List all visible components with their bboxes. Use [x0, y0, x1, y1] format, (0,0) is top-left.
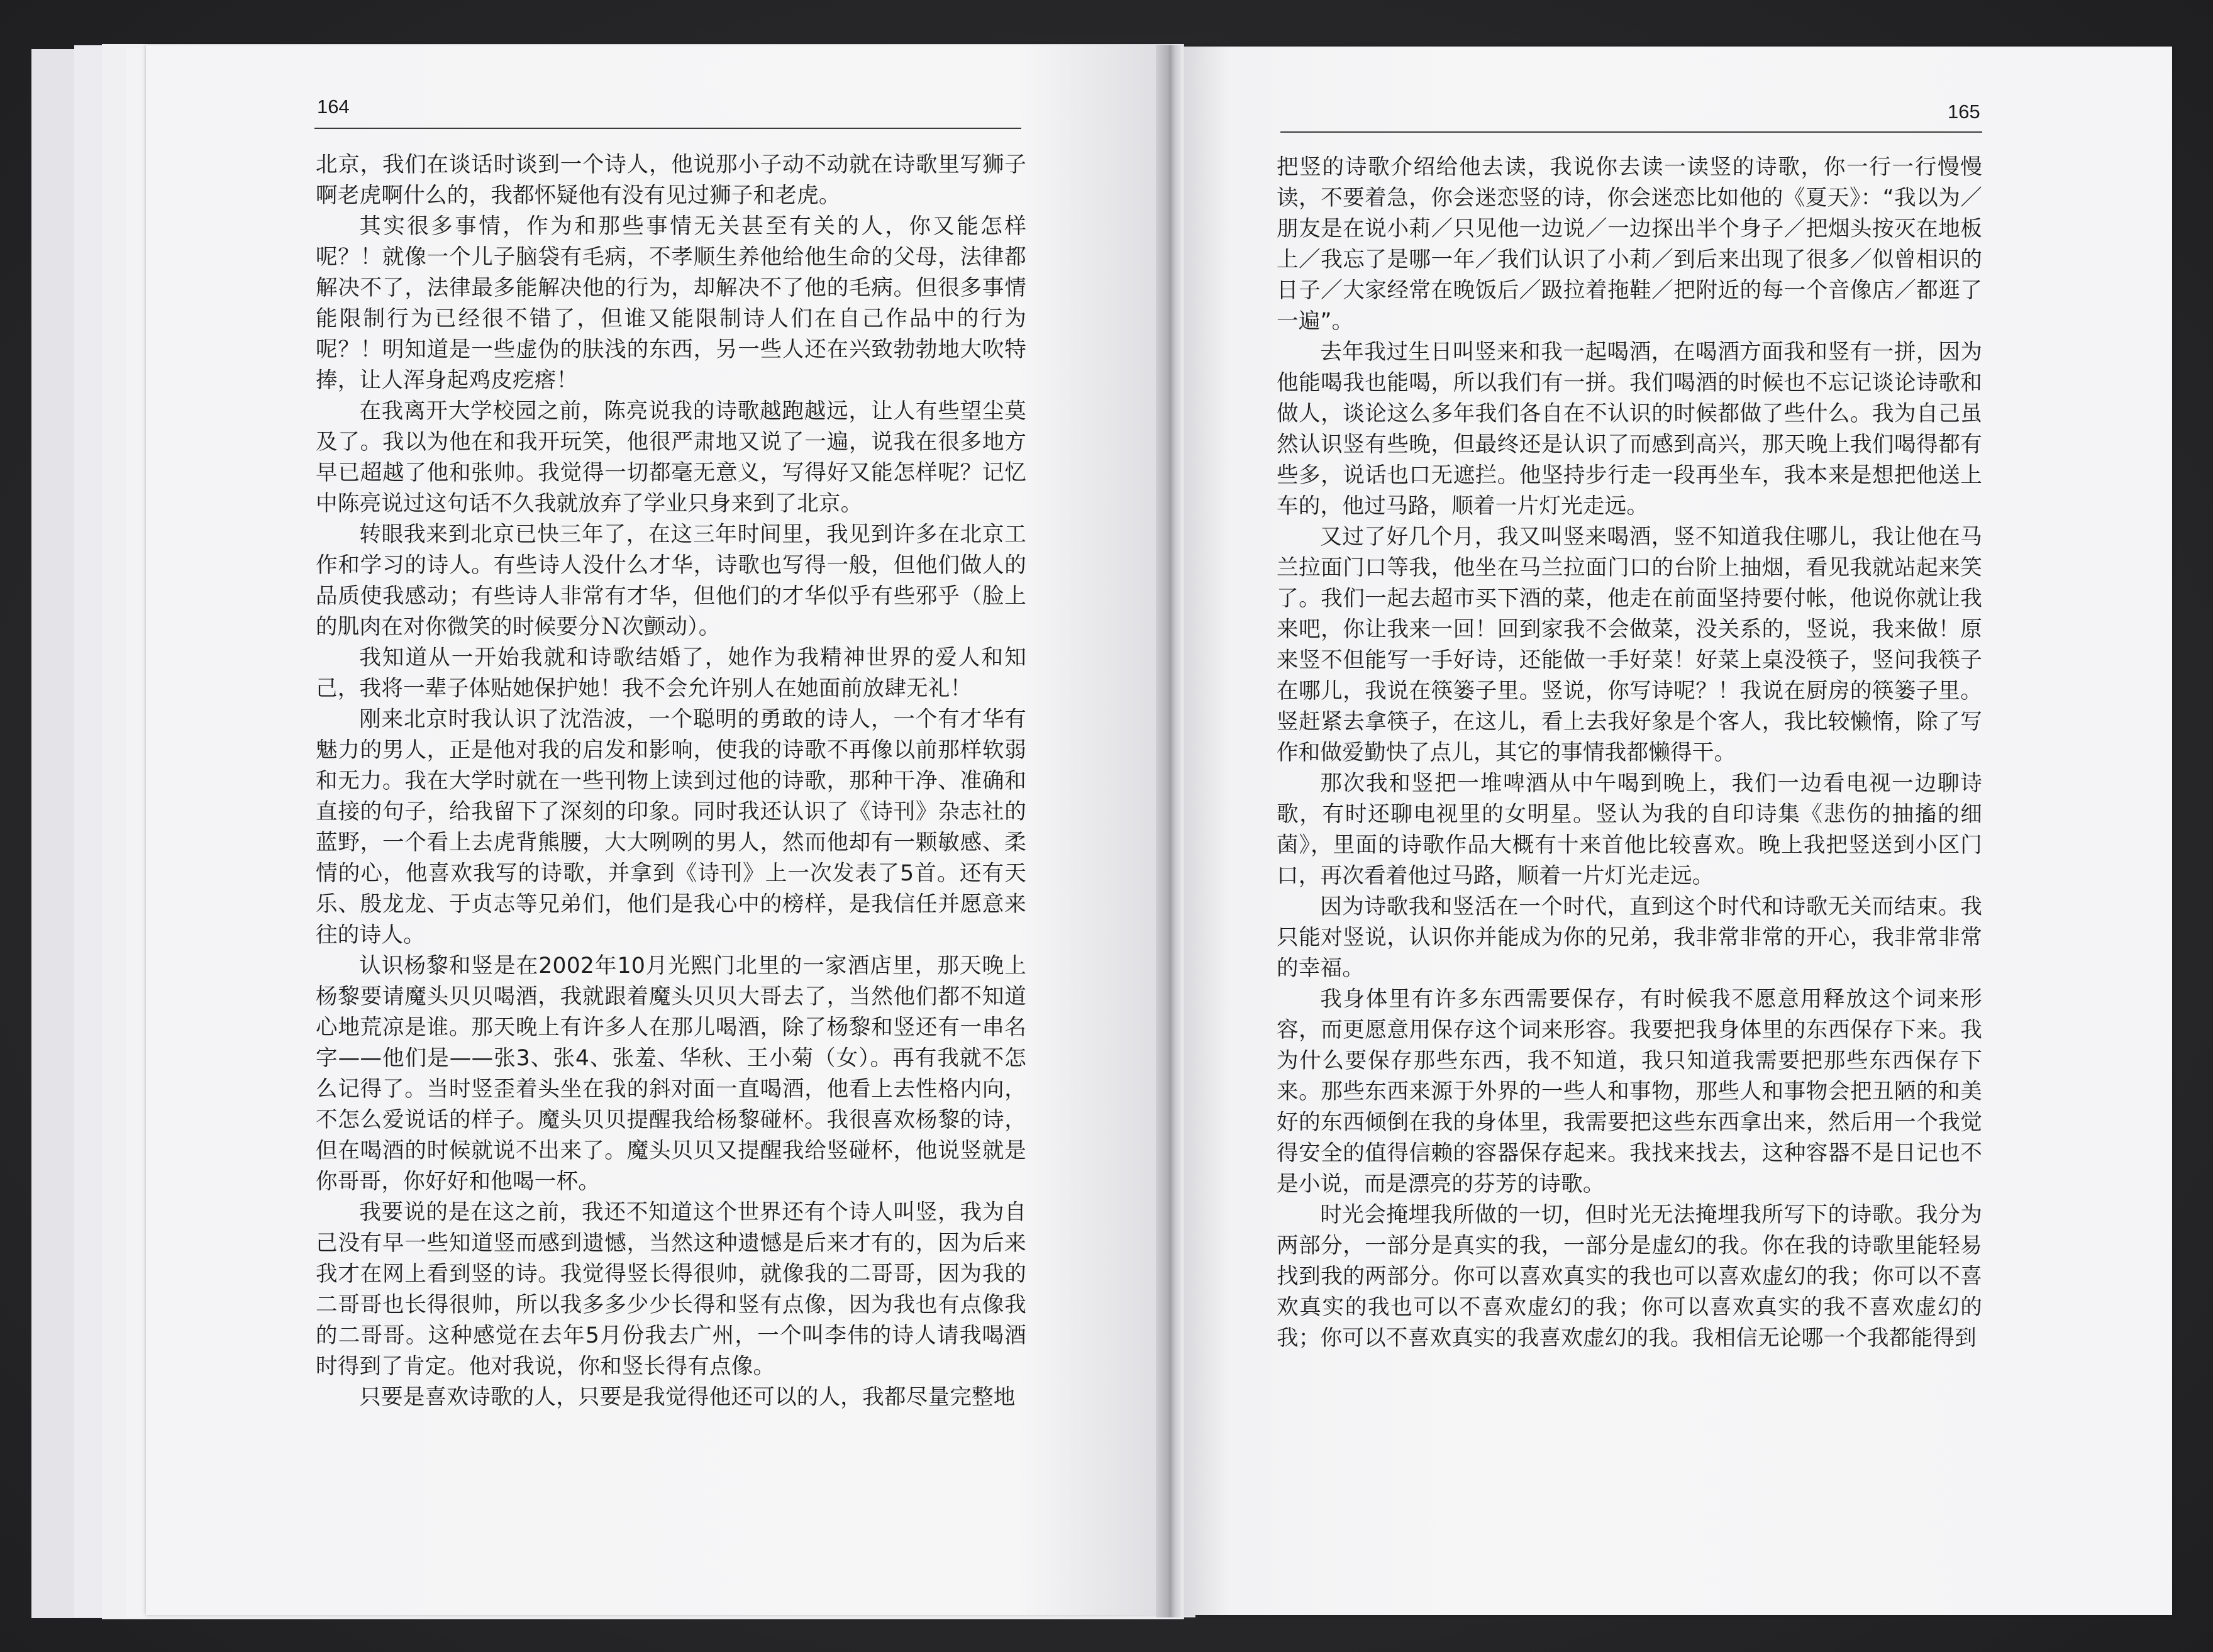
left-header-rule [314, 128, 1021, 129]
paragraph: 在我离开大学校园之前，陈亮说我的诗歌越跑越远，让人有些望尘莫及了。我以为他在和我开玩笑，他很严肃地又说了一遍，说我在很多地方早已超越了他和张帅。我觉得一切都毫无意义，写得好又能怎样呢？记忆中陈亮说过这句话不久我就放弃了学业只身来到了北京。 [316, 399, 1026, 516]
paragraph: 北京，我们在谈话时谈到一个诗人，他说那小子动不动就在诗歌里写狮子啊老虎啊什么的，我都怀疑他有没有见过狮子和老虎。 [316, 152, 1026, 208]
paragraph: 那次我和竖把一堆啤酒从中午喝到晚上，我们一边看电视一边聊诗歌，有时还聊电视里的女明星。竖认为我的自印诗集《悲伤的抽搐的细菌》，里面的诗歌作品大概有十来首他比较喜欢。晚上我把竖送到小区门口，再次看着他过马路，顺着一片灯光走远。 [1277, 771, 1982, 889]
paragraph: 认识杨黎和竖是在2002年10月光熙门北里的一家酒店里，那天晚上杨黎要请魔头贝贝喝酒，我就跟着魔头贝贝大哥去了，当然他们都不知道心地荒凉是谁。那天晚上有许多人在那儿喝酒，除了杨黎和竖还有一串名字——他们是——张3、张4、张羞、华秋、王小菊（女）。再有我就不怎么记得了。当时竖歪着头坐在我的斜对面一直喝酒，他看上去性格内向，不怎么爱说话的样子。魔头贝贝提醒我给杨黎碰杯。我很喜欢杨黎的诗，但在喝酒的时候就说不出来了。魔头贝贝又提醒我给竖碰杯，他说竖就是你哥哥，你好好和他喝一杯。 [316, 953, 1026, 1194]
paragraph: 转眼我来到北京已快三年了，在这三年时间里，我见到许多在北京工作和学习的诗人。有些诗人没什么才华，诗歌也写得一般，但他们做人的品质使我感动；有些诗人非常有才华，但他们的才华似乎有些邪乎（脸上的肌肉在对你微笑的时候要分Ｎ次颤动）。 [316, 522, 1026, 640]
paragraph: 只要是喜欢诗歌的人，只要是我觉得他还可以的人，我都尽量完整地 [359, 1385, 1016, 1410]
book-gutter [1156, 45, 1184, 1617]
left-page-number: 164 [317, 96, 350, 118]
paragraph: 去年我过生日叫竖来和我一起喝酒，在喝酒方面我和竖有一拼，因为他能喝我也能喝，所以我们有一拼。我们喝酒的时候也不忘记谈论诗歌和做人，谈论这么多年我们各自在不认识的时候都做了些什么。我为自己虽然认识竖有些晚，但最终还是认识了而感到高兴，那天晚上我们喝得都有些多，说话也口无遮拦。他坚持步行走一段再坐车，我本来是想把他送上车的，他过马路，顺着一片灯光走远。 [1277, 340, 1982, 519]
paragraph: 其实很多事情，作为和那些事情无关甚至有关的人，你又能怎样呢？！就像一个儿子脑袋有毛病，不孝顺生养他给他生命的父母，法律都解决不了，法律最多能解决他的行为，却解决不了他的毛病。但很多事情能限制行为已经很不错了，但谁又能限制诗人们在自己作品中的行为呢？！明知道是一些虚伪的肤浅的东西，另一些人还在兴致勃勃地大吹特捧，让人浑身起鸡皮疙瘩！ [316, 214, 1026, 393]
right-page-body [1277, 152, 1982, 1354]
right-page-number: 165 [1948, 101, 1980, 123]
right-header-rule [1280, 131, 1982, 133]
paragraph: 把竖的诗歌介绍给他去读，我说你去读一读竖的诗歌，你一行一行慢慢读，不要着急，你会迷恋竖的诗，你会迷恋比如他的《夏天》：“我以为／朋友是在说小莉／只见他一边说／一边探出半个身子／把烟头按灭在地板上／我忘了是哪一年／我们认识了小莉／到后来出现了很多／似曾相识的日子／大家经常在晚饭后／趿拉着拖鞋／把附近的每一个音像店／都逛了一遍”。 [1277, 155, 1982, 334]
paragraph: 刚来北京时我认识了沈浩波，一个聪明的勇敢的诗人，一个有才华有魅力的男人，正是他对我的启发和影响，使我的诗歌不再像以前那样软弱和无力。我在大学时就在一些刊物上读到过他的诗歌，那种干净、准确和直接的句子，给我留下了深刻的印象。同时我还认识了《诗刊》杂志社的蓝野，一个看上去虎背熊腰，大大咧咧的男人，然而他却有一颗敏感、柔情的心，他喜欢我写的诗歌，并拿到《诗刊》上一次发表了5首。还有天乐、殷龙龙、于贞志等兄弟们，他们是我心中的榜样，是我信任并愿意来往的诗人。 [316, 707, 1026, 948]
paragraph: 我要说的是在这之前，我还不知道这个世界还有个诗人叫竖，我为自己没有早一些知道竖而感到遗憾，当然这种遗憾是后来才有的，因为后来我才在网上看到竖的诗。我觉得竖长得很帅，就像我的二哥哥，因为我的二哥哥也长得很帅，所以我多多少少长得和竖有点像，因为我也有点像我的二哥哥。这种感觉在去年5月份我去广州，一个叫李伟的诗人请我喝酒时得到了肯定。他对我说，你和竖长得有点像。 [316, 1200, 1026, 1379]
paragraph: 时光会掩埋我所做的一切，但时光无法掩埋我所写下的诗歌。我分为两部分，一部分是真实的我，一部分是虚幻的我。你在我的诗歌里能轻易找到我的两部分。你可以喜欢真实的我也可以喜欢虚幻的我；你可以不喜欢真实的我也可以不喜欢虚幻的我；你可以喜欢真实的我不喜欢虚幻的我；你可以不喜欢真实的我喜欢虚幻的我。我相信无论哪一个我都能得到 [1277, 1202, 1982, 1351]
left-page-body [316, 150, 1026, 1413]
paragraph: 因为诗歌我和竖活在一个时代，直到这个时代和诗歌无关而结束。我只能对竖说，认识你并能成为你的兄弟，我非常非常的开心，我非常非常的幸福。 [1277, 894, 1982, 981]
paragraph: 又过了好几个月，我又叫竖来喝酒，竖不知道我住哪儿，我让他在马兰拉面门口等我，他坐在马兰拉面门口的台阶上抽烟，看见我就站起来笑了。我们一起去超市买下酒的菜，他走在前面坚持要付帐，他说你就让我来吧，你让我来一回！回到家我不会做菜，没关系的，竖说，我来做！原来竖不但能写一手好诗，还能做一手好菜！好菜上桌没筷子，竖问我筷子在哪儿，我说在筷篓子里。竖说，你写诗呢？！我说在厨房的筷篓子里。竖赶紧去拿筷子，在这儿，看上去我好象是个客人，我比较懒惰，除了写作和做爱勤快了点儿，其它的事情我都懒得干。 [1277, 524, 1982, 765]
paragraph: 我知道从一开始我就和诗歌结婚了，她作为我精神世界的爱人和知己，我将一辈子体贴她保护她！我不会允许别人在她面前放肆无礼！ [316, 645, 1026, 701]
paragraph: 我身体里有许多东西需要保存，有时候我不愿意用释放这个词来形容，而更愿意用保存这个词来形容。我要把我身体里的东西保存下来。我为什么要保存那些东西，我不知道，我只知道我需要把那些东西保存下来。那些东西来源于外界的一些人和事物，那些人和事物会把丑陋的和美好的东西倾倒在我的身体里，我需要把这些东西拿出来，然后用一个我觉得安全的值得信赖的容器保存起来。我找来找去，这种容器不是日记也不是小说，而是漂亮的芬芳的诗歌。 [1277, 987, 1982, 1197]
